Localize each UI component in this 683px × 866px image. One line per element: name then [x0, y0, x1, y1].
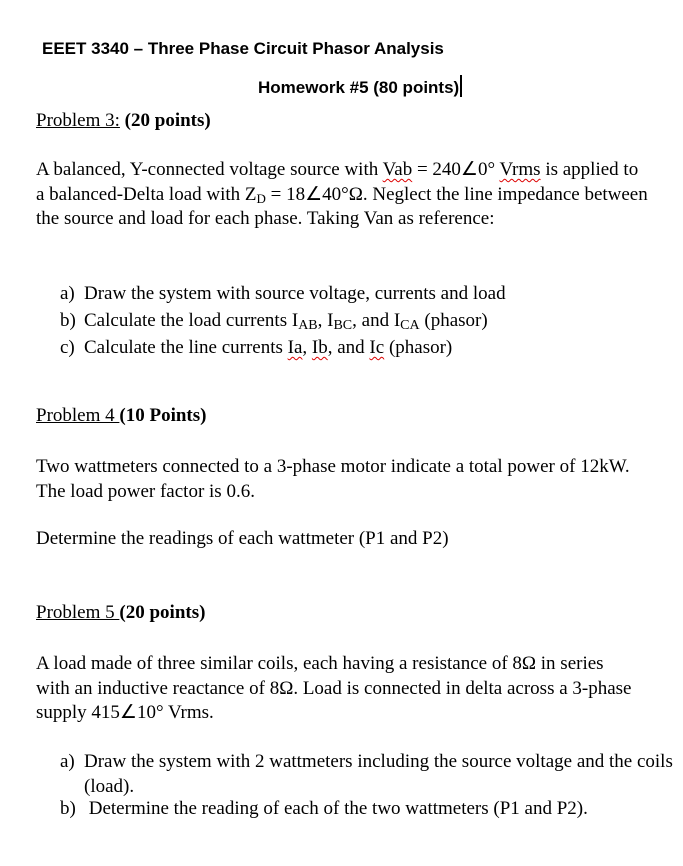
problem4-label: Problem 4	[36, 405, 120, 426]
item-b-text-2: , I	[317, 310, 334, 331]
item-b-text-3: , and I	[352, 310, 401, 331]
problem4-determine: Determine the readings of each wattmeter (P1 and P2)	[36, 528, 449, 549]
item-c-text: Calculate the line currents	[84, 337, 288, 358]
problem3-item-b	[60, 310, 488, 332]
problem3-item-c	[60, 337, 452, 359]
problem3-text-3: is applied to a balanced-Delta load with Z	[36, 159, 639, 205]
iab-subscript: AB	[298, 318, 318, 333]
homework-title	[258, 75, 462, 98]
item-a-label: a)	[60, 283, 75, 304]
problem3-text-2: = 240∠0°	[412, 159, 500, 180]
vrms-term: Vrms	[499, 159, 541, 180]
item-c-sep-2: , and	[327, 337, 370, 358]
document-title: EEET 3340 – Three Phase Circuit Phasor Analysis	[42, 39, 444, 58]
ica-subscript: CA	[400, 318, 420, 333]
problem3-text-4: = 18∠40°Ω. Neglect the line impedance between the source and load for each phase. Taking Van as reference:	[36, 183, 648, 229]
problem5-points: (20 points)	[119, 602, 206, 623]
problem5-label: Problem 5	[36, 602, 120, 623]
item-c-label: c)	[60, 337, 75, 358]
problem3-item-a	[60, 283, 506, 305]
problem5-item-a	[60, 750, 674, 799]
problem5-heading	[36, 602, 205, 624]
item-b-text-4: (phasor)	[419, 310, 488, 331]
item-c-sep-1: ,	[302, 337, 312, 358]
p5-item-a-text: Draw the system with 2 wattmeters including the source voltage and the coils (load).	[84, 751, 673, 797]
p5-item-a-label: a)	[60, 751, 75, 772]
item-b-text: Calculate the load currents I	[84, 310, 299, 331]
item-a-text: Draw the system with source voltage, currents and load	[84, 283, 506, 304]
problem4-statement: Two wattmeters connected to a 3-phase motor indicate a total power of 12kW. The load power factor is 0.6.	[36, 456, 630, 502]
text-cursor	[460, 75, 462, 97]
ic-term: Ic	[369, 337, 385, 358]
ia-term: Ia	[287, 337, 303, 358]
problem4-points: (10 Points)	[119, 405, 207, 426]
item-b-label: b)	[60, 310, 76, 331]
problem5-item-b	[60, 798, 588, 820]
p5-item-b-label: b)	[60, 798, 76, 819]
problem3-heading	[36, 110, 211, 132]
ibc-subscript: BC	[333, 318, 353, 333]
problem4-heading	[36, 405, 206, 427]
problem5-statement: A load made of three similar coils, each having a resistance of 8Ω in series with an inductive reactance of 8Ω. Load is connected in delta across a 3-phase supply 415∠10° Vrms.	[36, 653, 632, 723]
problem3-label: Problem 3:	[36, 110, 120, 131]
zd-subscript: D	[256, 190, 266, 206]
problem3-text-1: A balanced, Y-connected voltage source with	[36, 159, 383, 180]
ib-term: Ib	[311, 337, 328, 358]
problem3-points: (20 points)	[124, 110, 211, 131]
problem3-statement	[36, 158, 648, 232]
p5-item-b-text: Determine the reading of each of the two wattmeters (P1 and P2).	[84, 798, 588, 819]
vab-term: Vab	[382, 159, 413, 180]
homework-title-text: Homework #5 (80 points)	[258, 78, 460, 97]
item-c-text-2: (phasor)	[384, 337, 453, 358]
